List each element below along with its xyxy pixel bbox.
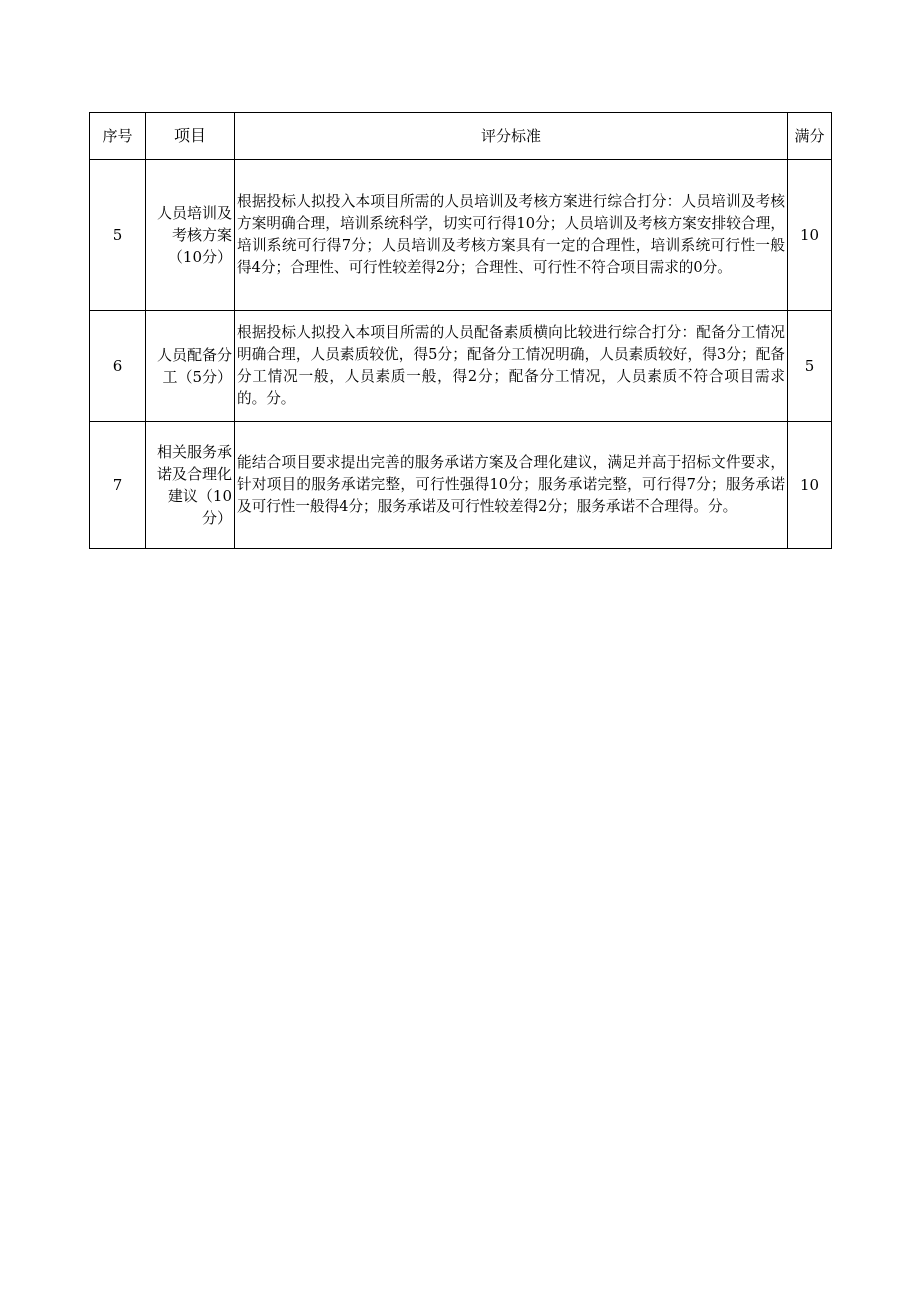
row-max-score: 10	[788, 422, 832, 549]
table-row	[90, 422, 832, 549]
row-num: 5	[90, 160, 146, 311]
row-max-score: 10	[788, 160, 832, 311]
row-criteria: 能结合项目要求提出完善的服务承诺方案及合理化建议，满足并高于招标文件要求，针对项目的服务承诺完整，可行性强得10分；服务承诺完整，可行得7分；服务承诺及可行性一般得4分；服务承诺及可行性较差得2分；服务承诺不合理得。分。	[235, 422, 788, 549]
row-item: 人员配备分工（5分）	[146, 311, 235, 422]
table-header-row	[90, 113, 832, 160]
header-item: 项目	[146, 113, 235, 160]
row-criteria: 根据投标人拟投入本项目所需的人员培训及考核方案进行综合打分：人员培训及考核方案明确合理，培训系统科学，切实可行得10分；人员培训及考核方案安排较合理，培训系统可行得7分；人员培训及考核方案具有一定的合理性，培训系统可行性一般得4分；合理性、可行性较差得2分；合理性、可行性不符合项目需求的0分。	[235, 160, 788, 311]
row-item: 相关服务承诺及合理化建议（10分）	[146, 422, 235, 549]
header-num: 序号	[90, 113, 146, 160]
row-num: 7	[90, 422, 146, 549]
table-row	[90, 311, 832, 422]
row-num: 6	[90, 311, 146, 422]
row-item: 人员培训及考核方案（10分）	[146, 160, 235, 311]
header-max: 满分	[788, 113, 832, 160]
table-row	[90, 160, 832, 311]
row-max-score: 5	[788, 311, 832, 422]
scoring-table	[89, 112, 832, 549]
header-criteria: 评分标准	[235, 113, 788, 160]
row-criteria: 根据投标人拟投入本项目所需的人员配备素质横向比较进行综合打分：配备分工情况明确合理，人员素质较优，得5分；配备分工情况明确，人员素质较好，得3分；配备分工情况一般，人员素质一般，得2分；配备分工情况，人员素质不符合项目需求的。分。	[235, 311, 788, 422]
